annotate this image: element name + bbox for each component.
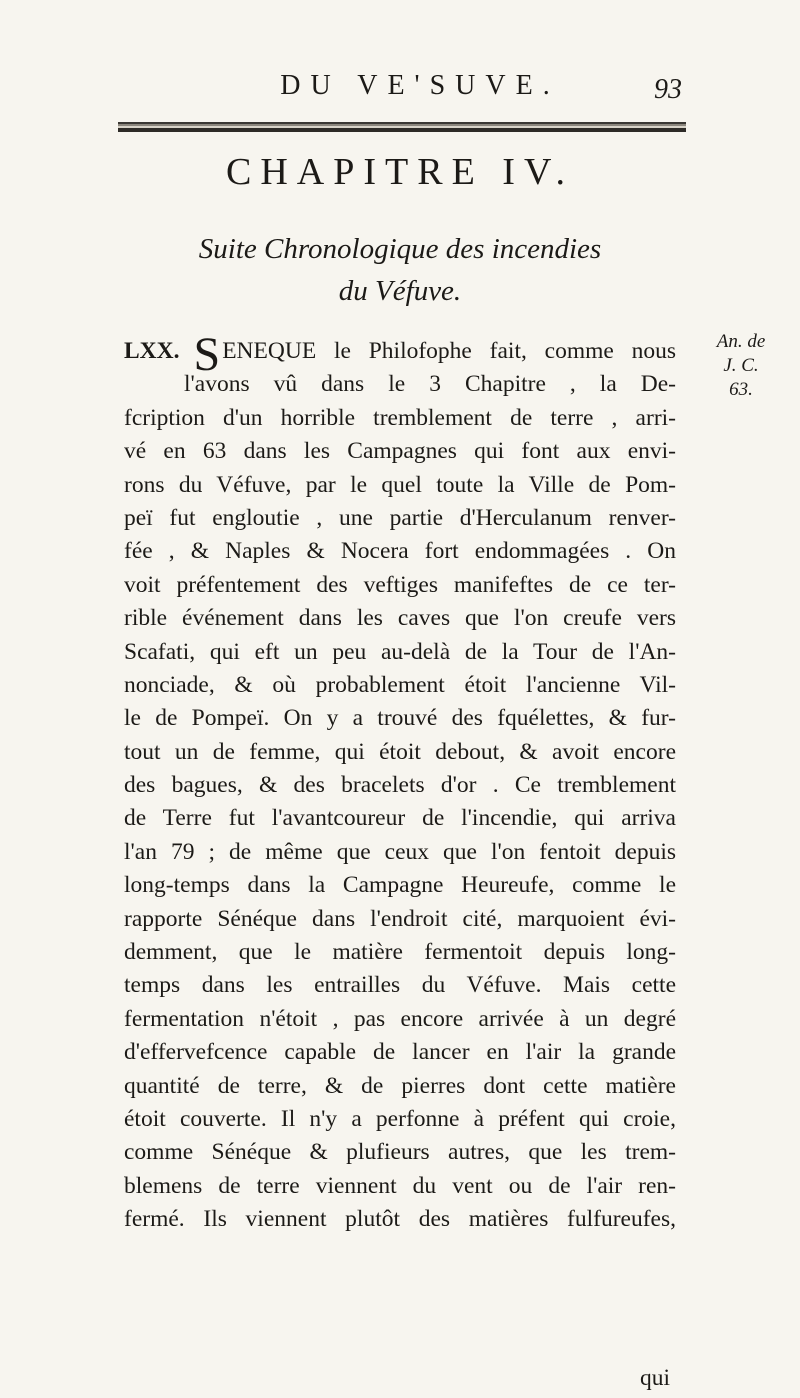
text-line: rapporte Sénéque dans l'endroit cité, marquoient évi- bbox=[124, 905, 676, 932]
text-line: voit préfentement des veftiges manifeftes de ce ter- bbox=[124, 571, 676, 598]
text-line: l'avons vû dans le 3 Chapitre , la De- bbox=[184, 371, 676, 398]
text-line: peï fut engloutie , une partie d'Herculanum renver- bbox=[124, 504, 676, 531]
text-line: quantité de terre, & de pierres dont cette matière bbox=[124, 1072, 676, 1099]
margin-note-line-1: An. de bbox=[716, 331, 766, 352]
text-line: étoit couverte. Il n'y a perfonne à préfent qui croie, bbox=[124, 1105, 676, 1132]
text-line: tout un de femme, qui étoit debout, & avoit encore bbox=[124, 738, 676, 765]
text-line: blemens de terre viennent du vent ou de l'air ren- bbox=[124, 1172, 676, 1199]
ornamental-rule bbox=[118, 122, 686, 132]
text-line: rible événement dans les caves que l'on creufe vers bbox=[124, 605, 676, 632]
line-text: ENEQUE le Philofophe fait, comme nous bbox=[222, 338, 676, 364]
text-line: fcription d'un horrible tremblement de terre , arri- bbox=[124, 404, 676, 431]
text-line: temps dans les entrailles du Véfuve. Mais cette bbox=[124, 972, 676, 999]
chapter-subtitle bbox=[0, 228, 800, 312]
margin-note bbox=[686, 330, 796, 402]
margin-note-line-2: J. C. bbox=[723, 355, 759, 376]
text-line: fermentation n'étoit , pas encore arrivée à un degré bbox=[124, 1005, 676, 1032]
text-line: fermé. Ils viennent plutôt des matières fulfureufes, bbox=[124, 1206, 676, 1233]
subtitle-line-2: du Véfuve. bbox=[338, 275, 462, 307]
text-line: rons du Véfuve, par le quel toute la Ville de Pom- bbox=[124, 471, 676, 498]
page-number: 93 bbox=[654, 74, 682, 105]
drop-cap: S bbox=[193, 328, 221, 381]
catchword: qui bbox=[640, 1365, 671, 1391]
text-line: d'effervefcence capable de lancer en l'air la grande bbox=[124, 1039, 676, 1066]
body-text bbox=[124, 328, 676, 1237]
text-line: comme Sénéque & plufieurs autres, que les trem- bbox=[124, 1139, 676, 1166]
text-line: l'an 79 ; de même que ceux que l'on fentoit depuis bbox=[124, 838, 676, 865]
text-line: long-temps dans la Campagne Heureufe, comme le bbox=[124, 872, 676, 899]
chapter-heading: CHAPITRE IV. bbox=[226, 151, 574, 193]
text-line bbox=[124, 328, 676, 381]
text-line: des bagues, & des bracelets d'or . Ce tremblement bbox=[124, 772, 676, 799]
running-title: DU VE'SUVE. bbox=[280, 70, 560, 101]
text-line: le de Pompeï. On y a trouvé des fquélettes, & fur- bbox=[124, 705, 676, 732]
text-line: demment, que le matière fermentoit depuis long- bbox=[124, 939, 676, 966]
text-line: Scafati, qui eft un peu au-delà de la Tour de l'An- bbox=[124, 638, 676, 665]
text-line: de Terre fut l'avantcoureur de l'incendie, qui arriva bbox=[124, 805, 676, 832]
text-line: fée , & Naples & Nocera fort endommagées . On bbox=[124, 538, 676, 565]
page-header bbox=[0, 70, 800, 110]
paragraph-number: LXX. bbox=[124, 338, 180, 364]
margin-note-line-3: 63. bbox=[729, 379, 753, 400]
text-line: vé en 63 dans les Campagnes qui font aux envi- bbox=[124, 438, 676, 465]
subtitle-line-1: Suite Chronologique des incendies bbox=[198, 233, 602, 265]
text-line: nonciade, & où probablement étoit l'ancienne Vil- bbox=[124, 671, 676, 698]
